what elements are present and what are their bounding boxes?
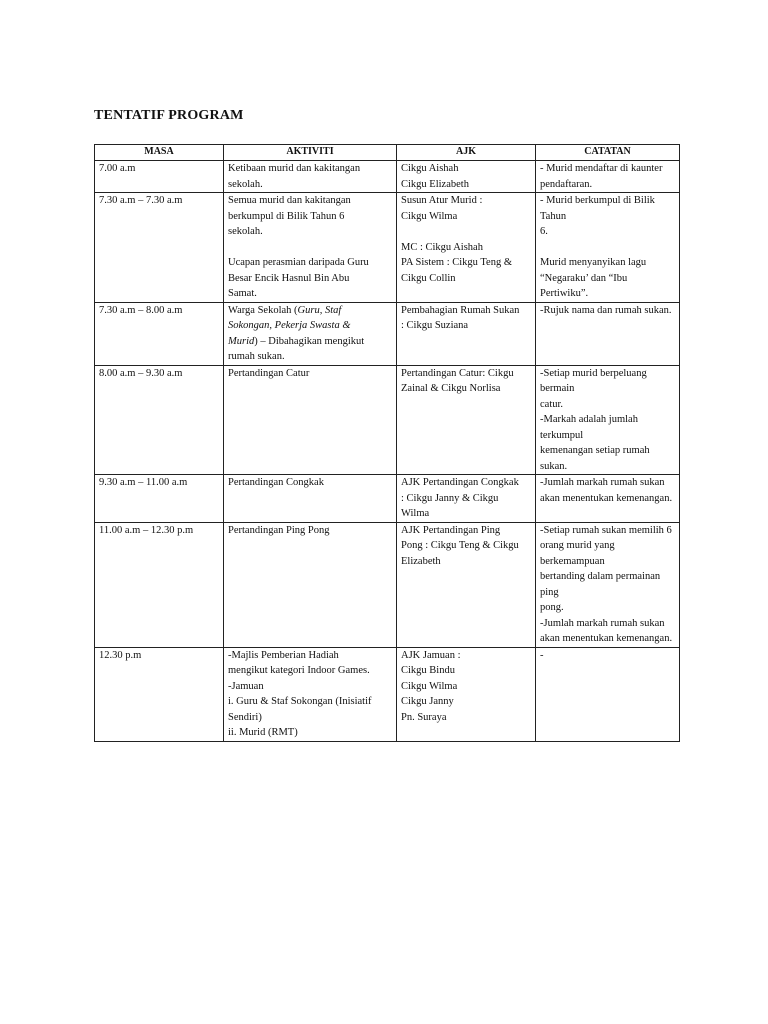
aktiviti-line: ii. Murid (RMT) — [228, 727, 298, 738]
document-title: TENTATIF PROGRAM — [94, 108, 244, 123]
aktiviti-line: mengikut kategori Indoor Games. — [228, 665, 370, 676]
aktiviti-line: -Jamuan — [228, 680, 264, 692]
aktiviti-line: Sendiri) — [228, 711, 262, 723]
catatan-cell — [536, 302, 680, 365]
catatan-line: -Jumlah markah rumah sukan — [540, 617, 665, 629]
ajk-line: Pong : Cikgu Teng & Cikgu — [401, 540, 519, 551]
aktiviti-line: Pertandingan Catur — [228, 367, 310, 379]
ajk-cell — [397, 647, 536, 741]
ajk-line: Cikgu Wilma — [401, 680, 458, 692]
masa-cell: 7.30 a.m – 7.30 a.m — [95, 193, 224, 303]
catatan-line: akan menentukan kemenangan. — [540, 633, 673, 644]
ajk-line: AJK Jamuan : — [401, 649, 461, 661]
aktiviti-cell — [224, 522, 397, 647]
aktiviti-cell — [224, 193, 397, 303]
aktiviti-cell — [224, 475, 397, 523]
table-header-row — [95, 145, 680, 161]
column-header-masa: MASA — [95, 145, 224, 161]
catatan-line: - — [540, 649, 544, 661]
ajk-line: Elizabeth — [401, 555, 441, 567]
masa-cell: 7.30 a.m – 8.00 a.m — [95, 302, 224, 365]
aktiviti-italic-text: Murid — [228, 335, 255, 347]
column-header-aktiviti: AKTIVITI — [224, 145, 397, 161]
catatan-line: -Setiap murid berpeluang bermain — [540, 367, 647, 394]
catatan-line: catur. — [540, 398, 564, 410]
catatan-line: akan menentukan kemenangan. — [540, 492, 673, 504]
catatan-line: - Murid berkumpul di Bilik Tahun — [540, 195, 655, 222]
ajk-cell — [397, 475, 536, 523]
aktiviti-line: i. Guru & Staf Sokongan (Inisiatif — [228, 696, 372, 707]
ajk-line: Susun Atur Murid : — [401, 195, 483, 206]
aktiviti-italic-text: Guru, Staf — [297, 304, 342, 316]
aktiviti-line: -Majlis Pemberian Hadiah — [228, 649, 339, 661]
ajk-cell — [397, 365, 536, 475]
ajk-line: PA Sistem : Cikgu Teng & — [401, 257, 512, 268]
aktiviti-line: sekolah. — [228, 226, 263, 237]
ajk-line: Cikgu Bindu — [401, 665, 455, 676]
aktiviti-line: Besar Encik Hasnul Bin Abu — [228, 272, 350, 284]
catatan-cell — [536, 193, 680, 303]
catatan-cell — [536, 161, 680, 193]
ajk-cell — [397, 161, 536, 193]
ajk-line: : Cikgu Suziana — [401, 320, 469, 331]
table-row — [95, 193, 680, 303]
catatan-line: pendaftaran. — [540, 178, 593, 190]
catatan-cell — [536, 475, 680, 523]
masa-cell: 8.00 a.m – 9.30 a.m — [95, 365, 224, 475]
aktiviti-cell — [224, 161, 397, 193]
catatan-line: “Negaraku’ dan “Ibu Pertiwiku”. — [540, 272, 628, 299]
masa-cell: 11.00 a.m – 12.30 p.m — [95, 522, 224, 647]
table-row — [95, 647, 680, 741]
aktiviti-line: Semua murid dan kakitangan — [228, 195, 351, 206]
ajk-line: Pn. Suraya — [401, 711, 447, 723]
ajk-line: Pembahagian Rumah Sukan — [401, 304, 520, 316]
aktiviti-line: sekolah. — [228, 178, 263, 190]
catatan-line: -Jumlah markah rumah sukan — [540, 477, 665, 488]
aktiviti-italic-line: Sokongan, Pekerja Swasta & — [228, 320, 351, 331]
aktiviti-line: Ketibaan murid dan kakitangan — [228, 163, 361, 174]
ajk-line: Cikgu Collin — [401, 272, 456, 284]
aktiviti-line — [228, 334, 392, 350]
catatan-cell — [536, 522, 680, 647]
masa-cell: 7.00 a.m — [95, 161, 224, 193]
ajk-line: Wilma — [401, 508, 430, 519]
aktiviti-cell — [224, 365, 397, 475]
catatan-line: pong. — [540, 602, 564, 613]
program-schedule-table — [94, 144, 680, 742]
aktiviti-line: Pertandingan Congkak — [228, 477, 324, 488]
catatan-line: -Setiap rumah sukan memilih 6 — [540, 524, 672, 536]
table-row — [95, 522, 680, 647]
table-row — [95, 475, 680, 523]
catatan-cell — [536, 647, 680, 741]
line-spacer — [228, 240, 392, 256]
ajk-line: Zainal & Cikgu Norlisa — [401, 383, 501, 394]
ajk-cell — [397, 302, 536, 365]
catatan-cell — [536, 365, 680, 475]
aktiviti-line: rumah sukan. — [228, 351, 285, 362]
aktiviti-line: berkumpul di Bilik Tahun 6 — [228, 210, 345, 222]
line-spacer — [540, 240, 675, 256]
ajk-line: Cikgu Janny — [401, 696, 454, 707]
catatan-line: -Rujuk nama dan rumah sukan. — [540, 304, 672, 316]
catatan-line: -Markah adalah jumlah terkumpul — [540, 414, 638, 441]
line-spacer — [401, 224, 531, 240]
ajk-cell — [397, 193, 536, 303]
table-row — [95, 161, 680, 193]
masa-cell: 9.30 a.m – 11.00 a.m — [95, 475, 224, 523]
aktiviti-line: Samat. — [228, 288, 257, 299]
catatan-line: orang murid yang berkemampuan — [540, 540, 615, 567]
catatan-line: kemenangan setiap rumah sukan. — [540, 445, 650, 472]
ajk-cell — [397, 522, 536, 647]
ajk-line: : Cikgu Janny & Cikgu — [401, 492, 499, 504]
masa-cell: 12.30 p.m — [95, 647, 224, 741]
column-header-ajk: AJK — [397, 145, 536, 161]
aktiviti-line — [228, 303, 392, 319]
ajk-line: AJK Pertandingan Congkak — [401, 477, 519, 488]
ajk-line: Cikgu Wilma — [401, 210, 458, 222]
ajk-line: Cikgu Elizabeth — [401, 178, 469, 190]
column-header-catatan: CATATAN — [536, 145, 680, 161]
catatan-line: bertanding dalam permainan ping — [540, 571, 661, 598]
aktiviti-text: Warga Sekolah ( — [228, 304, 298, 316]
ajk-line: Pertandingan Catur: Cikgu — [401, 367, 514, 379]
catatan-line: 6. — [540, 226, 548, 237]
catatan-line: Murid menyanyikan lagu — [540, 257, 647, 268]
table-row — [95, 365, 680, 475]
aktiviti-cell — [224, 302, 397, 365]
aktiviti-text: ) – Dibahagikan mengikut — [254, 335, 365, 347]
aktiviti-line: Pertandingan Ping Pong — [228, 524, 330, 536]
ajk-line: MC : Cikgu Aishah — [401, 241, 483, 253]
aktiviti-cell — [224, 647, 397, 741]
ajk-line: Cikgu Aishah — [401, 163, 459, 174]
aktiviti-line: Ucapan perasmian daripada Guru — [228, 257, 369, 268]
ajk-line: AJK Pertandingan Ping — [401, 524, 501, 536]
catatan-line: - Murid mendaftar di kaunter — [540, 163, 663, 174]
table-row — [95, 302, 680, 365]
